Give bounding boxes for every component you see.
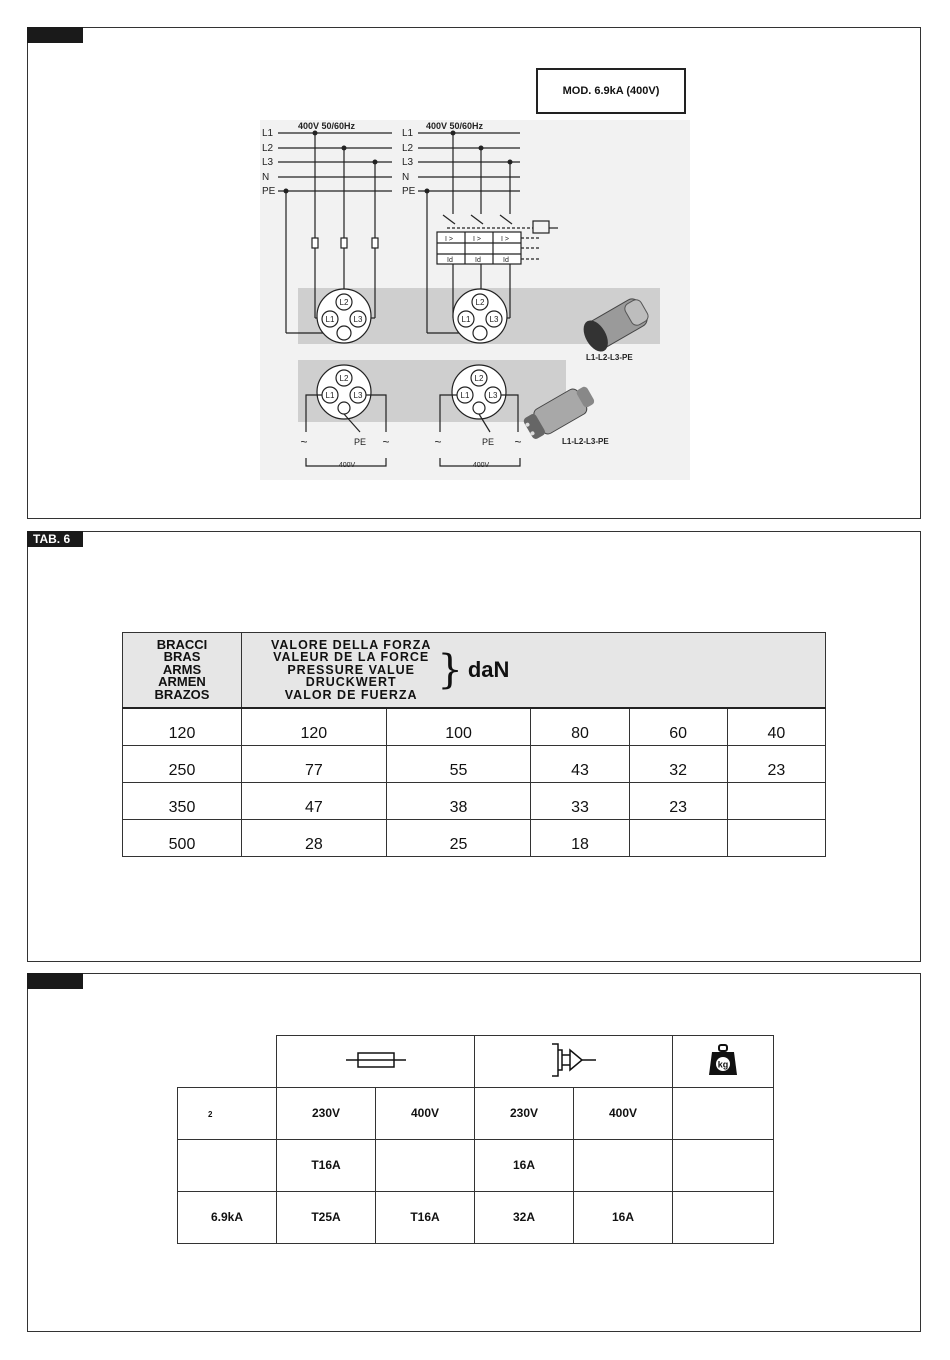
table-row (178, 1087, 774, 1139)
wiring-diagram (0, 0, 950, 520)
force-table (122, 632, 826, 857)
svg-text:L3: L3 (353, 391, 363, 400)
svg-text:L1: L1 (325, 391, 335, 400)
table-cell (629, 820, 727, 857)
rcd-label-3: I > (501, 236, 509, 243)
table-cell: 400V (376, 1087, 475, 1139)
fuse-header (277, 1036, 475, 1088)
table-cell: T16A (376, 1191, 475, 1243)
table-cell: 18 (531, 820, 629, 857)
fuse-icon (344, 1050, 408, 1070)
table-cell: 100 (386, 708, 531, 746)
plug-caption: L1-L2-L3-PE (562, 437, 609, 446)
rcd-label-1: I > (445, 236, 453, 243)
table-row (123, 820, 826, 857)
section-3-tab-label (27, 973, 83, 989)
rcd-label-2: I > (473, 236, 481, 243)
svg-text:L2: L2 (474, 374, 484, 383)
svg-text:L2: L2 (475, 298, 485, 307)
table-cell: 80 (531, 708, 629, 746)
table-cell: 77 (242, 746, 387, 783)
table-cell: 400V (574, 1087, 673, 1139)
id-label-1: Id (447, 257, 453, 264)
table-cell: 23 (629, 783, 727, 820)
table-cell (673, 1139, 774, 1191)
table-cell: 350 (123, 783, 242, 820)
table-cell (727, 783, 825, 820)
table-cell: 16A (475, 1139, 574, 1191)
arms-header: BRACCI BRAS ARMS ARMEN BRAZOS (123, 633, 242, 709)
table-cell: 32 (629, 746, 727, 783)
table-cell: 120 (242, 708, 387, 746)
pe-label-left: PE (353, 437, 367, 447)
svg-text:L2: L2 (339, 374, 349, 383)
svg-text:~: ~ (514, 435, 522, 449)
svg-text:L3: L3 (489, 315, 499, 324)
weight-kg-icon (708, 1044, 738, 1076)
unit-label: daN (467, 656, 510, 682)
table-cell: 43 (531, 746, 629, 783)
right-line-label-l3: L3 (402, 157, 414, 168)
table-cell: 120 (123, 708, 242, 746)
right-line-label-l2: L2 (402, 143, 414, 154)
svg-text:L2: L2 (339, 298, 349, 307)
table-cell: 40 (727, 708, 825, 746)
tab6-label: TAB. 6 (27, 531, 83, 547)
table-cell (727, 820, 825, 857)
force-header: VALORE DELLA FORZA VALEUR DE LA FORCE PRESSURE VALUE DRUCKWERT VALOR DE FUERZA } daN (242, 633, 826, 709)
table-cell: 16A (574, 1191, 673, 1243)
table-cell: 60 (629, 708, 727, 746)
span-voltage-left: 400V (338, 462, 356, 469)
row-label: 6.9kA (178, 1191, 277, 1243)
svg-text:kg: kg (717, 1059, 729, 1070)
table-row (123, 783, 826, 820)
table-cell: 23 (727, 746, 825, 783)
table-cell: T16A (277, 1139, 376, 1191)
right-line-label-l1: L1 (402, 128, 414, 139)
table-cell: 230V (277, 1087, 376, 1139)
electrical-table (177, 1035, 774, 1244)
right-voltage-label: 400V 50/60Hz (426, 121, 484, 131)
left-line-label-pe: PE (262, 186, 276, 197)
weight-header (673, 1036, 774, 1088)
table-row (123, 708, 826, 746)
model-box: MOD. 6.9kA (400V) (536, 68, 686, 114)
table-cell (376, 1139, 475, 1191)
table-cell: 28 (242, 820, 387, 857)
table-cell: 32A (475, 1191, 574, 1243)
blank-corner (178, 1036, 277, 1088)
svg-text:~: ~ (434, 435, 442, 449)
id-label-3: Id (503, 257, 509, 264)
svg-text:~: ~ (300, 435, 308, 449)
table-cell: 500 (123, 820, 242, 857)
svg-text:~: ~ (382, 435, 390, 449)
left-line-label-n: N (262, 172, 270, 183)
table-cell: 230V (475, 1087, 574, 1139)
pe-label-right: PE (481, 437, 495, 447)
table-row (178, 1139, 774, 1191)
left-line-label-l1: L1 (262, 128, 274, 139)
brace-symbol: } (437, 647, 464, 693)
span-voltage-right: 400V (472, 462, 490, 469)
table-cell (673, 1191, 774, 1243)
svg-text:L3: L3 (353, 315, 363, 324)
svg-text:L1: L1 (325, 315, 335, 324)
svg-text:L3: L3 (488, 391, 498, 400)
row-label (178, 1139, 277, 1191)
plug-icon (548, 1042, 600, 1078)
table-row (123, 746, 826, 783)
socket-caption: L1-L2-L3-PE (586, 353, 633, 362)
row-label: 2 (178, 1087, 277, 1139)
id-label-2: Id (475, 257, 481, 264)
table-cell (673, 1087, 774, 1139)
table-row (178, 1191, 774, 1243)
table-cell: 47 (242, 783, 387, 820)
table-cell: T25A (277, 1191, 376, 1243)
left-voltage-label: 400V 50/60Hz (298, 121, 356, 131)
svg-text:L1: L1 (461, 315, 471, 324)
left-line-label-l2: L2 (262, 143, 274, 154)
table-cell: 33 (531, 783, 629, 820)
right-line-label-n: N (402, 172, 410, 183)
icon-header-row (178, 1036, 774, 1088)
svg-text:L1: L1 (460, 391, 470, 400)
table-cell: 38 (386, 783, 531, 820)
left-line-label-l3: L3 (262, 157, 274, 168)
right-line-label-pe: PE (402, 186, 416, 197)
table-cell (574, 1139, 673, 1191)
plug-header (475, 1036, 673, 1088)
table-cell: 250 (123, 746, 242, 783)
table-cell: 25 (386, 820, 531, 857)
table-cell: 55 (386, 746, 531, 783)
